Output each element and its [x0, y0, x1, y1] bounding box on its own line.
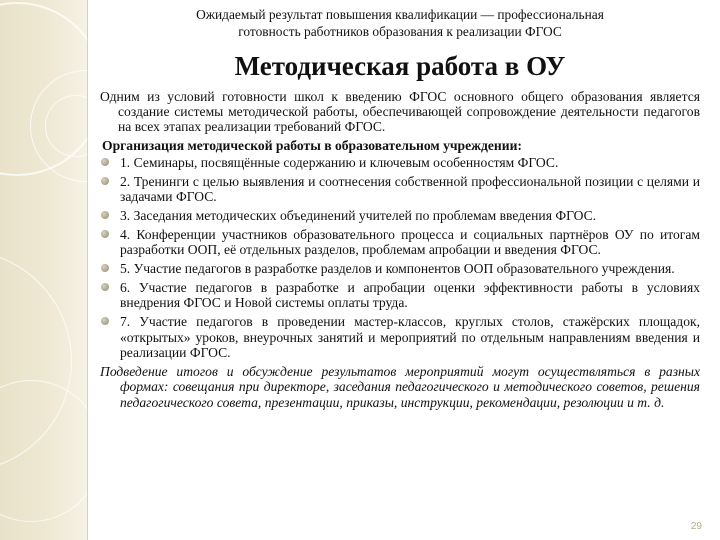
list-item — [100, 261, 700, 276]
list-item — [100, 280, 700, 310]
subtitle-line-1: Ожидаемый результат повышения квалификации — профессиональная — [196, 7, 604, 22]
decorative-ring — [0, 380, 88, 522]
bullet-icon — [101, 230, 109, 238]
list-item-text: 3. Заседания методических объединений учителей по проблемам введения ФГОС. — [120, 208, 597, 224]
list-item-text: 6. Участие педагогов в разработке и апробации оценки эффективности работы в условиях внедрения ФГОС и Новой системы оплаты труда. — [120, 280, 700, 311]
list-item — [100, 155, 700, 170]
bullet-icon — [101, 158, 109, 166]
list-item-text: 2. Тренинги с целью выявления и соотнесения собственной профессиональной позиции с целями и задачами ФГОС. — [120, 173, 700, 205]
slide-content — [100, 6, 700, 411]
list-item-text: 5. Участие педагогов в разработке разделов и компонентов ООП образовательного учреждения. — [120, 261, 675, 277]
bullet-icon — [101, 283, 109, 291]
decorative-side-band — [0, 0, 88, 540]
section-heading: Организация методической работы в образовательном учреждении: — [102, 137, 522, 153]
list-item-text: 4. Конференции участников образовательного процесса и социальных партнёров ОУ по итогам разработки ООП, её отдельных разделов, проблемам апробации и введения ФГОС. — [120, 227, 700, 258]
subtitle-line-2: готовность работников образования к реализации ФГОС — [238, 24, 562, 39]
activity-list — [100, 155, 700, 360]
bullet-icon — [101, 211, 109, 219]
list-item-text: 7. Участие педагогов в проведении мастер-классов, круглых столов, стажёрских площадок, «открытых» уроков, внеурочных занятий и мероприятий по отдельным направлениям введения и реализации ФГОС. — [120, 314, 700, 360]
bullet-icon — [101, 177, 109, 185]
list-item — [100, 314, 700, 360]
slide-subtitle — [100, 6, 700, 40]
conclusion-paragraph: Подведение итогов и обсуждение результатов мероприятий могут осуществляться в разных формах: совещания при директоре, заседания педагогического и методического советов, решения педагогического совета, презентации, приказы, инструкции, рекомендации, резолюции и т. д. — [100, 363, 700, 411]
band-edge-divider — [87, 0, 88, 540]
bullet-icon — [101, 317, 109, 325]
bullet-icon — [101, 264, 109, 272]
page-number: 29 — [690, 521, 702, 532]
intro-paragraph: Одним из условий готовности школ к введению ФГОС основного общего образования является создание системы методической работы, обеспечивающей сопровождение деятельности педагогов на всех этапах реализации требований ФГОС. — [100, 89, 700, 135]
list-item — [100, 208, 700, 223]
list-item — [100, 174, 700, 204]
list-item — [100, 227, 700, 257]
list-item-text: 1. Семинары, посвящённые содержанию и ключевым особенностям ФГОС. — [120, 154, 559, 170]
slide-title: Методическая работа в ОУ — [234, 51, 566, 81]
